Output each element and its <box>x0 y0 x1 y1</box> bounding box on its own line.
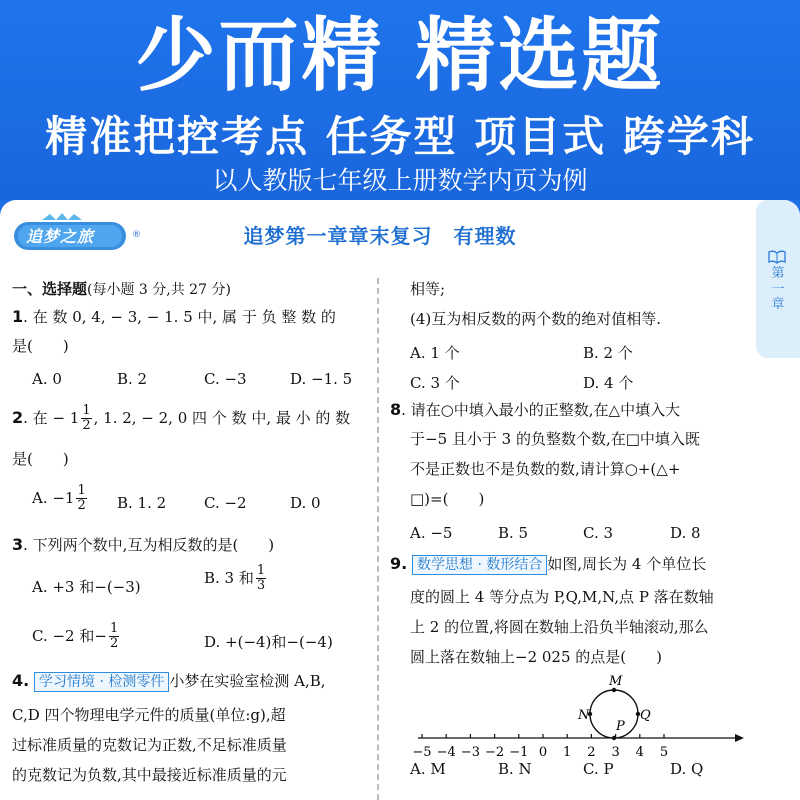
option-a[interactable]: A. 0 <box>32 370 62 388</box>
question-text: C,D 四个物理电学元件的质量(单位:g),超 <box>12 706 286 724</box>
tick-label: 4 <box>635 745 644 760</box>
question-text: 是( ) <box>12 450 69 468</box>
option-b[interactable]: B. 2 个 <box>583 344 633 362</box>
context-tag: 数学思想 · 数形结合 <box>412 555 547 575</box>
option-b[interactable]: B. 1. 2 <box>117 494 167 512</box>
tick-label: 0 <box>538 745 548 760</box>
label-n: N <box>578 708 590 723</box>
question-text: 度的圆上 4 等分点为 P,Q,M,N,点 P 落在数轴 <box>410 588 714 606</box>
section-note: (每小题 3 分,共 27 分) <box>87 282 231 298</box>
number-line-figure <box>390 672 760 762</box>
chapter-tab[interactable] <box>756 200 800 358</box>
option-a[interactable]: A. −5 <box>410 524 453 542</box>
question-text: . 请在○中填入最小的正整数,在△中填入大 <box>401 401 681 419</box>
question-9 <box>390 555 706 575</box>
option-a[interactable]: A. 1 个 <box>410 344 460 362</box>
question-text: . 在 数 0, 4, − 3, − 1. 5 中, 属 于 负 整 数 的 <box>23 308 336 326</box>
question-text: 过标准质量的克数记为正数,不足标准质量 <box>12 736 287 754</box>
registered-mark: ® <box>132 230 141 240</box>
page-title-text: 追梦第一章章末复习 有理数 <box>243 224 517 248</box>
option-d[interactable]: D. 8 <box>670 524 701 542</box>
column-divider <box>377 278 379 800</box>
fraction <box>76 484 86 514</box>
question-number: 2 <box>12 407 24 427</box>
rolling-circle <box>590 690 638 738</box>
fraction <box>109 622 119 652</box>
denominator: 2 <box>77 498 86 514</box>
question-text: 如图,周长为 4 个单位长 <box>547 555 707 573</box>
section-title: 一、选择题 <box>12 280 88 298</box>
option-c[interactable] <box>32 622 121 652</box>
question-text: 的克数记为负数,其中最接近标准质量的元 <box>12 766 287 784</box>
denominator: 2 <box>109 636 119 652</box>
label-q: Q <box>640 708 651 723</box>
option-c[interactable]: C. −3 <box>204 370 247 388</box>
tick-label: −3 <box>460 745 480 760</box>
headline: 少而精 精选题 <box>135 9 665 102</box>
question-4 <box>12 672 326 692</box>
question-text: . 下列两个数中,互为相反数的是( ) <box>23 536 275 554</box>
question-8 <box>390 402 680 418</box>
option-b[interactable]: B. 2 <box>117 370 148 388</box>
label-p: P <box>616 719 625 734</box>
denominator: 3 <box>256 578 266 594</box>
denominator: 2 <box>82 418 91 434</box>
option-c[interactable]: C. −2 <box>204 494 247 512</box>
numerator: 1 <box>77 483 86 498</box>
point-p <box>612 736 616 740</box>
option-c[interactable]: C. P <box>583 760 614 778</box>
question-text: 相等; <box>410 280 446 298</box>
textbook-page <box>0 200 800 800</box>
page-title <box>0 220 800 249</box>
option-b[interactable] <box>204 564 268 594</box>
tick-label: 2 <box>587 745 596 760</box>
numerator: 1 <box>256 563 266 578</box>
question-number: 4. <box>12 671 30 690</box>
tick-label: 1 <box>563 745 572 760</box>
logo-text: 追梦之旅 <box>26 227 95 246</box>
question-text: (4)互为相反数的两个数的绝对值相等. <box>410 310 662 328</box>
label-m: M <box>609 674 623 689</box>
tick-label: 3 <box>611 745 620 760</box>
option-a[interactable]: A. +3 和−(−3) <box>32 578 141 596</box>
question-number: 8 <box>390 400 402 419</box>
arrow-icon <box>735 734 744 742</box>
option-c[interactable]: C. 3 个 <box>410 374 460 392</box>
option-text: A. −1 <box>32 488 75 507</box>
option-text: B. 3 和 <box>204 568 254 587</box>
numerator: 1 <box>82 403 91 418</box>
question-3 <box>12 537 274 553</box>
option-b[interactable]: B. N <box>498 760 532 778</box>
option-text: C. −2 和− <box>32 626 107 645</box>
question-text: 不是正数也不是负数的数,请计算○+(△+ <box>410 460 681 478</box>
question-text: 上 2 的位置,将圆在数轴上沿负半轴滚动,那么 <box>410 618 709 636</box>
question-text: 是( ) <box>12 337 69 355</box>
section-heading <box>12 282 231 297</box>
question-number: 3 <box>12 535 24 554</box>
question-text: , 1. 2, − 2, 0 四 个 数 中, 最 小 的 数 <box>93 408 351 427</box>
option-a[interactable]: A. M <box>410 760 446 778</box>
option-d[interactable]: D. −1. 5 <box>290 370 353 388</box>
option-b[interactable]: B. 5 <box>498 524 529 542</box>
tick-label: −4 <box>436 745 456 760</box>
promo-banner <box>0 0 800 200</box>
tick-label: −1 <box>509 745 529 760</box>
book-icon <box>768 250 786 264</box>
question-2 <box>12 404 350 434</box>
question-text: . 在 − 1 <box>23 408 80 427</box>
question-text: 圆上落在数轴上−2 025 的点是( ) <box>410 648 662 666</box>
question-number: 9. <box>390 554 408 573</box>
caption: 以人教版七年级上册数学内页为例 <box>212 166 588 195</box>
tick-label: 5 <box>659 745 669 760</box>
context-tag: 学习情境 · 检测零件 <box>34 672 169 692</box>
fraction <box>81 404 91 434</box>
tick-label: −2 <box>485 745 505 760</box>
question-text: 于−5 且小于 3 的负整数个数,在□中填入既 <box>410 430 700 448</box>
option-d[interactable]: D. 0 <box>290 494 321 512</box>
option-d[interactable]: D. 4 个 <box>583 374 634 392</box>
chapter-label: 第一章 <box>771 266 785 313</box>
option-a[interactable] <box>32 484 89 514</box>
numerator: 1 <box>109 621 119 636</box>
subheadline: 精准把控考点 任务型 项目式 跨学科 <box>45 112 755 161</box>
tick-label: −5 <box>412 745 432 760</box>
fraction <box>256 564 266 594</box>
question-1 <box>12 309 336 325</box>
question-text: □)=( ) <box>410 490 485 508</box>
option-d[interactable]: D. Q <box>670 760 704 778</box>
question-number: 1 <box>12 307 24 326</box>
question-text: 小梦在实验室检测 A,B, <box>169 672 326 690</box>
option-c[interactable]: C. 3 <box>583 524 614 542</box>
option-d[interactable]: D. +(−4)和−(−4) <box>204 633 333 651</box>
